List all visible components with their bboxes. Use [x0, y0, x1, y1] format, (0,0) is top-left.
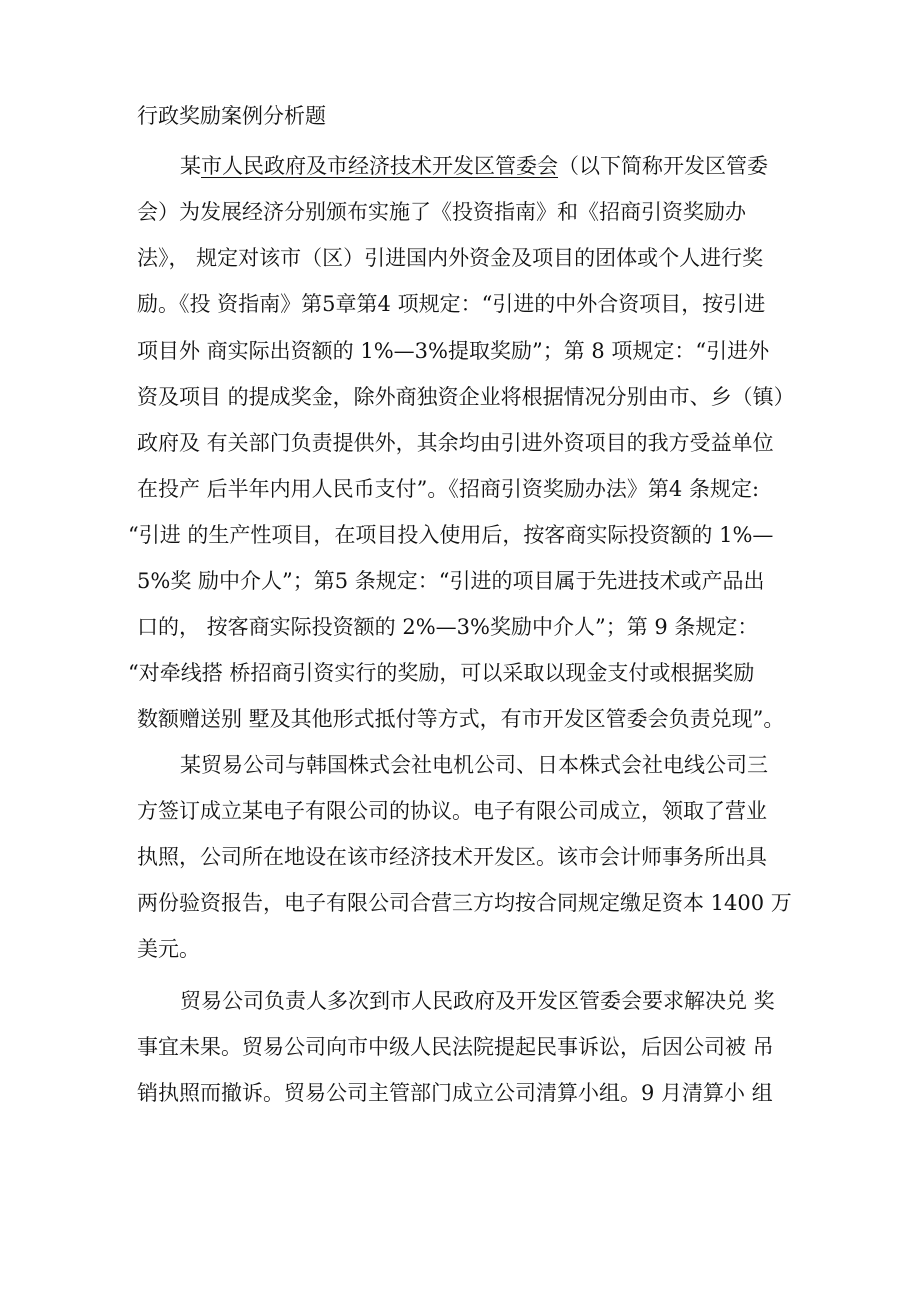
paragraph-3-line-1: 贸易公司负责人多次到市人民政府及开发区管委会要求解决兑 奖 [180, 989, 775, 1013]
paragraph-1-line-10: 5%奖 励中介人”；第5 条规定：“引进的项目属于先进技术或产品出 [137, 569, 765, 593]
paragraph-1-line-12: “对牵线搭 桥招商引资实行的奖励，可以采取以现金支付或根据奖励 [128, 661, 755, 685]
underlined-text: 市人民政府及市经济技术开发区管委会 [201, 154, 558, 178]
paragraph-3-line-2: 事宜未果。贸易公司向市中级人民法院提起民事诉讼，后因公司被 吊 [137, 1035, 774, 1059]
paragraph-1-line-1 [180, 151, 768, 181]
paragraph-1-line-7: 政府及 有关部门负责提供外，其余均由引进外资项目的我方受益单位 [137, 431, 774, 455]
document-title: 行政奖励案例分析题 [137, 104, 326, 128]
text-segment: 某 [180, 154, 201, 178]
paragraph-2-line-5: 美元。 [137, 937, 200, 961]
paragraph-1-line-9: “引进 的生产性项目，在项目投入使用后，按客商实际投资额的 1%— [128, 523, 774, 547]
paragraph-1-line-4: 励。《投 资指南》第5章第4 项规定：“引进的中外合资项目，按引进 [137, 292, 766, 316]
paragraph-2-line-2: 方签订成立某电子有限公司的协议。电子有限公司成立，领取了营业 [137, 799, 767, 823]
paragraph-1-line-5: 项目外 商实际出资额的 1%—3%提取奖励”；第 8 项规定：“引进外 [137, 339, 770, 363]
paragraph-2-line-1: 某贸易公司与韩国株式会社电机公司、日本株式会社电线公司三 [180, 753, 768, 777]
paragraph-2-line-3: 执照，公司所在地设在该市经济技术开发区。该市会计师事务所出具 [137, 845, 767, 869]
paragraph-1-line-13: 数额赠送别 墅及其他形式抵付等方式，有市开发区管委会负责兑现”。 [137, 707, 785, 731]
paragraph-1-line-11: 口的， 按客商实际投资额的 2%—3%奖励中介人”；第 9 条规定： [137, 615, 759, 639]
paragraph-1-line-3: 法》， 规定对该市（区）引进国内外资金及项目的团体或个人进行奖 [137, 246, 764, 270]
paragraph-1-line-6: 资及项目 的提成奖金，除外商独资企业将根据情况分别由市、乡（镇） [137, 385, 795, 409]
paragraph-3-line-3: 销执照而撤诉。贸易公司主管部门成立公司清算小组。9 月清算小 组 [137, 1081, 773, 1105]
paragraph-1-line-2: 会）为发展经济分别颁布实施了《投资指南》和《招商引资奖励办 [137, 200, 746, 224]
paragraph-2-line-4: 两份验资报告，电子有限公司合营三方均按合同规定缴足资本 1400 万 [137, 891, 792, 915]
paragraph-1-line-8: 在投产 后半年内用人民币支付”。《招商引资奖励办法》第4 条规定: [137, 477, 760, 501]
text-segment: （以下简称开发区管委 [558, 154, 768, 178]
